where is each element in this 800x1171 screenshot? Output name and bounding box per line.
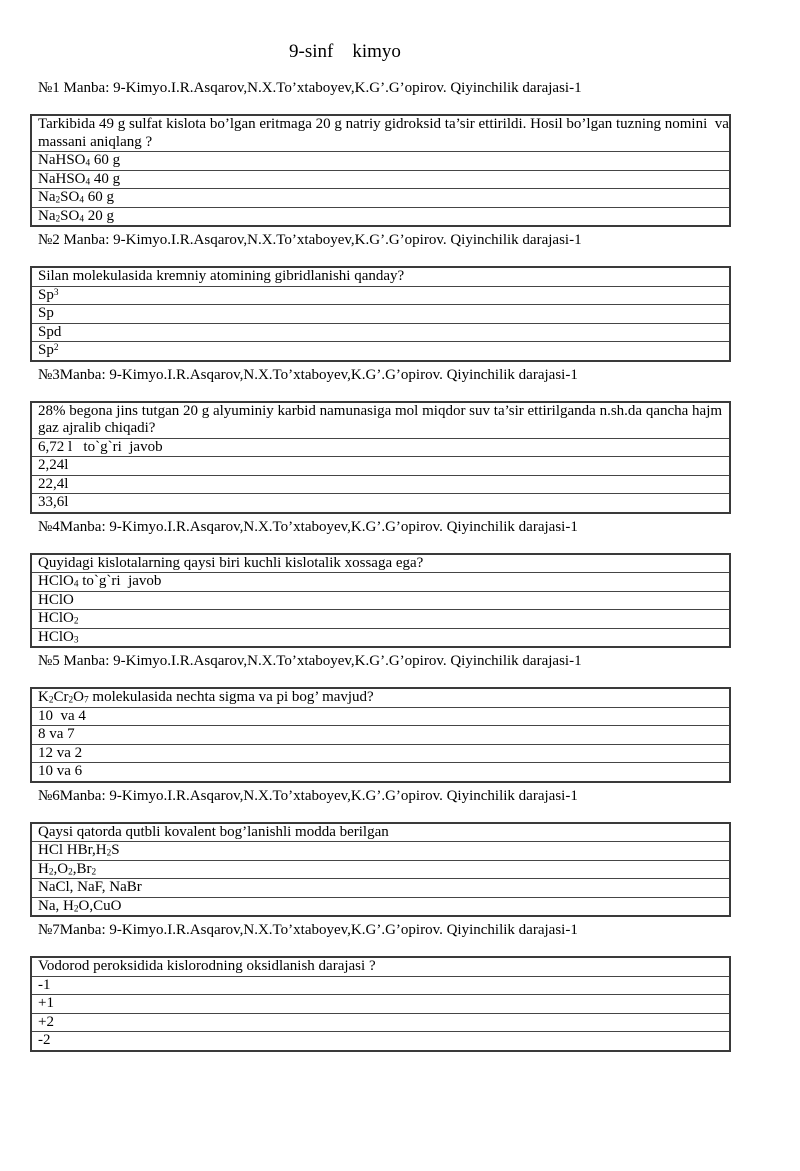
option-text: +1 [32, 995, 729, 1014]
option-row [32, 861, 729, 880]
option-text: HClO$_4$ to`g`ri javob [32, 573, 729, 592]
option-row [32, 494, 729, 512]
question-table [30, 401, 731, 514]
option-text: NaHSO$_4$ 60 g [32, 152, 729, 171]
option-text: 2,24l [32, 457, 729, 476]
page-title: 9-sinf kimyo [289, 41, 401, 62]
question-block [0, 787, 800, 918]
option-text: 8 va 7 [32, 726, 729, 745]
option-row [32, 171, 729, 190]
option-row [32, 305, 729, 324]
question-source: №4Manba: 9-Kimyo.I.R.Asqarov,N.X.To’xtaboyev,K.G’.G’opirov. Qiyinchilik darajasi-1 [38, 518, 578, 535]
option-text: 22,4l [32, 476, 729, 495]
option-text: +2 [32, 1014, 729, 1033]
question-row [32, 689, 729, 708]
option-row [32, 573, 729, 592]
option-row [32, 592, 729, 611]
question-table [30, 266, 731, 362]
question-block [0, 231, 800, 362]
question-table [30, 822, 731, 918]
question-table [30, 687, 731, 783]
option-row [32, 726, 729, 745]
option-row [32, 745, 729, 764]
question-row [32, 403, 729, 439]
option-row [32, 476, 729, 495]
option-row [32, 208, 729, 226]
option-text: HCl $HBr,H_2S$ [32, 842, 729, 861]
option-row [32, 842, 729, 861]
question-block [0, 79, 800, 227]
option-text: -1 [32, 977, 729, 996]
option-row [32, 879, 729, 898]
option-text: Sp [32, 305, 729, 324]
question-text: Tarkibida 49 g sulfat kislota bo’lgan eritmaga 20 g natriy gidroksid ta’sir ettirildi. Hosil bo’lgan tuzning nomini va massani aniqlang ? [32, 116, 729, 152]
question-source: №5 Manba: 9-Kimyo.I.R.Asqarov,N.X.To’xtaboyev,K.G’.G’opirov. Qiyinchilik darajasi-1 [38, 653, 582, 669]
option-text: $H_2,O_2,Br_2$ [32, 861, 729, 880]
question-row [32, 958, 729, 977]
question-row [32, 555, 729, 574]
question-source: №1 Manba: 9-Kimyo.I.R.Asqarov,N.X.To’xtaboyev,K.G’.G’opirov. Qiyinchilik darajasi-1 [38, 80, 582, 96]
option-text: Sp$^2$ [38, 342, 59, 358]
option-row [32, 610, 729, 629]
question-row [32, 824, 729, 843]
option-text: NaHSO$_4$ 40 g [32, 171, 729, 190]
question-row [32, 116, 729, 152]
option-row [32, 152, 729, 171]
question-table [30, 553, 731, 649]
question-source: №7Manba: 9-Kimyo.I.R.Asqarov,N.X.To’xtaboyev,K.G’.G’opirov. Qiyinchilik darajasi-1 [38, 922, 578, 938]
option-row [32, 708, 729, 727]
option-text: HClO [32, 592, 729, 611]
option-row [32, 342, 729, 360]
option-row [32, 324, 729, 343]
question-text: Quyidagi kislotalarning qaysi biri kuchli kislotalik xossaga ega? [32, 555, 729, 574]
option-text: 10 va 6 [38, 763, 83, 779]
option-text: Spd [32, 324, 729, 343]
option-row [32, 763, 729, 781]
option-text: HClO$_2$ [32, 610, 729, 629]
question-table [30, 114, 731, 227]
option-row [32, 629, 729, 647]
question-table [30, 956, 731, 1052]
option-text: 10 va 4 [32, 708, 729, 727]
option-row [32, 457, 729, 476]
option-row [32, 439, 729, 458]
option-row [32, 1014, 729, 1033]
question-source: №3Manba: 9-Kimyo.I.R.Asqarov,N.X.To’xtaboyev,K.G’.G’opirov. Qiyinchilik darajasi-1 [38, 366, 578, 383]
question-block [0, 921, 800, 1052]
question-text: Vodorod peroksidida kislorodning oksidlanish darajasi ? [32, 958, 729, 977]
option-row [32, 1032, 729, 1050]
question-block [0, 652, 800, 783]
option-text: HClO$_3$ [38, 628, 79, 646]
question-source: №6Manba: 9-Kimyo.I.R.Asqarov,N.X.To’xtaboyev,K.G’.G’opirov. Qiyinchilik darajasi-1 [38, 787, 578, 804]
question-text: 28% begona jins tutgan 20 g alyuminiy karbid namunasiga mol miqdor suv ta’sir ettirilganda n.sh.da qancha hajm gaz ajralib chiqadi? [32, 403, 729, 439]
option-text: 6,72 l to`g`ri javob [32, 439, 729, 458]
option-row [32, 995, 729, 1014]
option-row [32, 977, 729, 996]
option-text: $Na_2SO_4$ 60 g [32, 189, 729, 208]
option-text: 33,6l [38, 494, 69, 510]
question-text: Qaysi qatorda qutbli kovalent bog’lanishli modda berilgan [32, 824, 729, 843]
question-text: Silan molekulasida kremniy atomining gibridlanishi qanday? [32, 268, 729, 287]
option-row [32, 898, 729, 916]
option-text: Sp$^3$ [32, 287, 729, 306]
question-source: №2 Manba: 9-Kimyo.I.R.Asqarov,N.X.To’xtaboyev,K.G’.G’opirov. Qiyinchilik darajasi-1 [38, 232, 582, 248]
option-text: $Na_2SO_4$ 20 g [38, 207, 114, 225]
document-page [0, 40, 800, 1052]
question-block [0, 366, 800, 514]
option-text: -2 [38, 1032, 51, 1048]
option-text: NaCl, NaF, NaBr [32, 879, 729, 898]
option-row [32, 287, 729, 306]
question-row [32, 268, 729, 287]
question-block [0, 518, 800, 649]
question-blocks [0, 79, 800, 1052]
option-text: 12 va 2 [32, 745, 729, 764]
option-text: Na, $H_2O,CuO$ [38, 897, 122, 915]
question-text: $K_2Cr_2O_7$ molekulasida nechta sigma va pi bog’ mavjud? [32, 689, 729, 708]
option-row [32, 189, 729, 208]
